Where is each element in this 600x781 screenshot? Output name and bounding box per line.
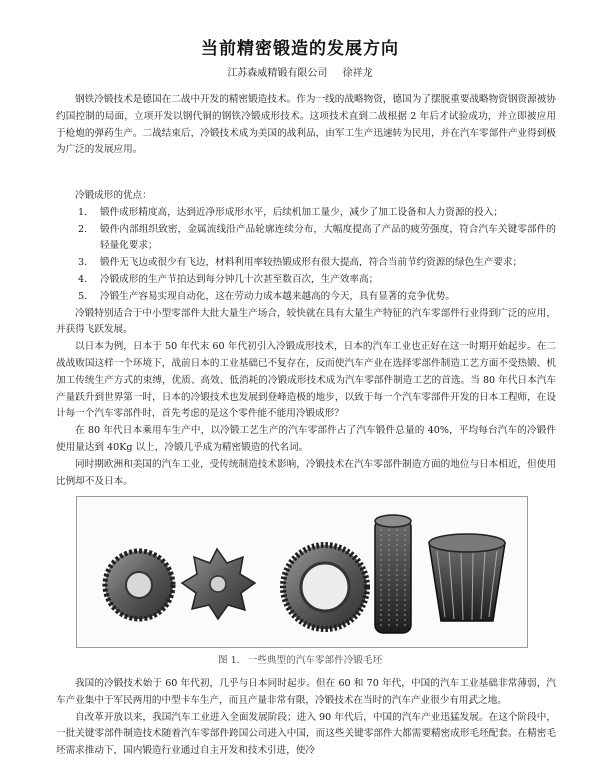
features-list <box>56 205 556 306</box>
list-item: 5. 冷锻生产容易实现自动化，这在劳动力成本越来越高的今天，具有显著的竞争优势。 <box>78 290 455 302</box>
list-item: 4. 冷锻成形的生产节拍达到每分钟几十次甚至数百次，生产效率高； <box>78 273 379 285</box>
body-paragraph: 以日本为例，日本于 50 年代末 60 年代初引入冷锻成形技术，日本的汽车工业也正好在这一时期开始起步。在二战战败国这样一个环境下，战前日本的工业基础已不复存在，反而使汽车产业在选择零部件制造工艺方面不受热锻、机加工传统生产方式的束缚，优质、高效、低消耗的冷锻成形技术成为汽车零部件制造工艺的首选。当 80 年代日本汽车产量跃升到世界第一时，日本的冷锻技术也发展到登峰造极的地步，以致于每一个汽车零部件开发的日本工程师，在设计每一个汽车零部件时，首先考虑的是这个零件能不能用冷锻成形？ <box>56 341 556 420</box>
spur-gear-icon <box>105 551 173 619</box>
list-item: 1. 锻件成形精度高，达到近净形成形水平，后续机加工量少，减少了加工设备和人力资源的投入； <box>78 206 503 218</box>
figure-label: 图 1. <box>217 655 240 666</box>
list-item: 3. 锻件无飞边或很少有飞边，材料利用率较热锻成形有很大提高，符合当前节约资源的绿色生产要求； <box>78 257 523 269</box>
page-title: 当前精密锻造的发展方向 <box>201 39 399 59</box>
china-section <box>56 676 556 760</box>
byline <box>0 64 600 79</box>
splined-sleeve-icon <box>375 515 411 633</box>
ring-gear-icon <box>283 545 367 629</box>
body-paragraph: 冷锻特别适合于中小型零部件大批大量生产场合，较快就在具有大量生产特征的汽车零部件行业得到广泛的应用，并获得飞跃发展。 <box>56 307 556 336</box>
body-paragraph: 我国的冷锻技术始于 60 年代初，几乎与日本同时起步。但在 60 和 70 年代，中国的汽车工业基础非常薄弱，汽车产业集中于军民两用的中型卡车生产，而且产量非常有限，冷锻技术在当时的汽车产业很少有用武之地。 <box>56 678 556 706</box>
star-gear-icon <box>182 549 255 619</box>
list-item: 2. 锻件内部组织致密，金属流线沿产品轮廓连续分布，大幅度提高了产品的疲劳强度，符合汽车关键零部件的轻量化要求； <box>78 223 556 252</box>
figure-caption <box>0 652 600 666</box>
features-section <box>56 188 556 490</box>
cold-forged-parts-illustration <box>77 497 527 647</box>
author-name: 徐祥龙 <box>342 68 373 79</box>
intro-paragraph: 钢铁冷锻技术是德国在二战中开发的精密锻造技术。作为一线的战略物资，德国为了摆脱重要战略物资钢资源被协约国控制的局面，立项开发以钢代铜的钢铁冷锻成形技术。这项技术直到二战根据 2 年后才试验成功，并立即被应用于枪炮的弹药生产。二战结束后，冷锻技术成为美国的战利品，由军工生产迅速转为民用，并在汽车零部件产业得到极为广泛的发展应用。 <box>56 94 556 156</box>
intro-section <box>56 92 556 159</box>
body-paragraph: 同时期欧洲和美国的汽车工业，受传统制造技术影响，冷锻技术在汽车零部件制造方面的地位与日本相近，但使用比例却不及日本。 <box>56 458 556 487</box>
figure-parts-photo <box>76 496 528 648</box>
body-paragraph: 自改革开放以来，我国汽车工业进入全面发展阶段；进入 90 年代后，中国的汽车产业迅猛发展。在这个阶段中，一批关键零部件制造技术随着汽车零部件跨国公司进入中国，而这些关键零部件大都需要精密成形毛坯配套。在精密毛坯需求推动下，国内锻造行业通过自主开发和技术引进，使冷 <box>56 711 556 757</box>
bevel-gear-icon <box>429 534 505 621</box>
features-heading: 冷锻成形的优点： <box>75 190 152 201</box>
figure-text: 一些典型的汽车零部件冷锻毛坯 <box>247 655 383 666</box>
author-company: 江苏森威精锻有限公司 <box>227 68 328 79</box>
body-paragraph: 在 80 年代日本乘用车生产中，以冷锻工艺生产的汽车零部件占了汽车锻件总量的 40%，平均每台汽车的冷锻件使用量达到 40Kg 以上，冷锻几乎成为精密锻造的代名词。 <box>56 425 556 453</box>
